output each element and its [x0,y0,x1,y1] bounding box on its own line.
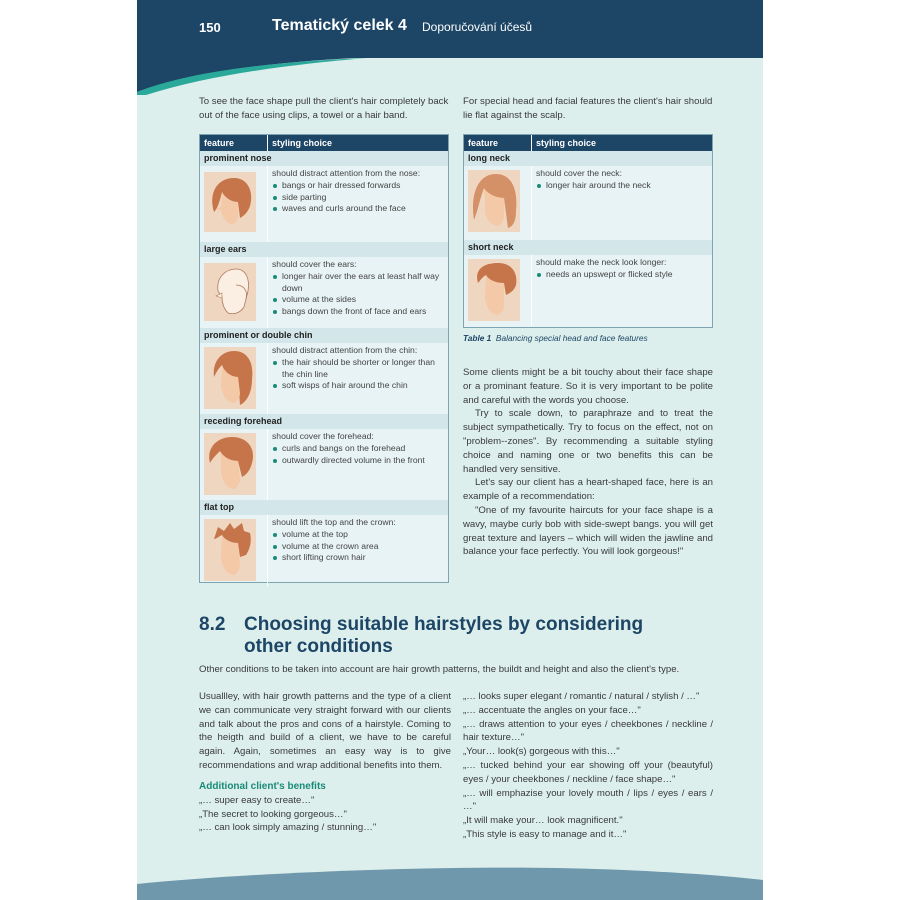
bullet: soft wisps of hair around the chin [272,380,444,392]
quote-line: „… super easy to create…" [199,794,315,806]
bottom-right-column [463,690,713,842]
row-feature: short neck [464,240,712,255]
bullet: outwardly directed volume in the front [272,455,444,467]
page-number: 150 [199,20,221,35]
paragraph: "One of my favourite haircuts for your face shape is a wavy, maybe curly bob with side-swept bangs. you will get great texture and layers – which will widen the jawline and balance your face perfectly. You will look gorgeous!" [463,504,713,558]
quote-line: „… tucked behind your ear showing off your (beautyful) eyes / your cheekbones / neckline / face shape…" [463,759,713,785]
bullet: needs an upswept or flicked style [536,269,708,281]
row-feature: large ears [200,242,448,257]
table-row [200,242,448,328]
bullet: volume at the sides [272,294,444,306]
bullet: bangs or hair dressed forwards [272,180,444,192]
portrait-illustration [204,172,256,232]
col-feature: feature [204,138,235,148]
bullet: the hair should be shorter or longer than the chin line [272,357,444,381]
table-row [200,500,448,586]
table-row [464,151,712,240]
section-title: Choosing suitable hairstyles by considering other conditions [244,614,644,657]
col-styling: styling choice [272,138,333,148]
quote-line: „… will emphazise your lovely mouth / lips / eyes / ears / …" [463,787,713,813]
row-lead: should make the neck look longer: [536,257,667,267]
features-table-left [199,134,449,583]
quote-line: „This style is easy to manage and it…" [463,828,627,840]
quote-line: „… can look simply amazing / stunning…" [199,822,377,834]
table-header [464,135,712,151]
row-lead: should cover the neck: [536,168,622,178]
intro-left: To see the face shape pull the client's hair completely back out of the face using clips, a towel or a hair band. [199,96,449,121]
quote-line: „It will make your… look magnificent." [463,815,623,827]
right-column-text [463,366,713,559]
header-swoosh [137,0,763,95]
footer-wave [137,860,763,900]
bottom-left-column [199,690,451,835]
quote-line: „… accentuate the angles on your face…" [463,704,641,716]
bullet: waves and curls around the face [272,203,444,215]
portrait-illustration [204,263,256,321]
quote-line: „… looks super elegant / romantic / natural / stylish / …" [463,691,700,702]
bullet: volume at the top [272,529,444,541]
row-feature: receding forehead [200,414,448,429]
benefits-subhead: Additional client's benefits [199,780,326,792]
table-row [464,240,712,325]
table-caption [463,333,648,343]
bullet: side parting [272,192,444,204]
caption-label: Table 1 [463,333,492,343]
section-number: 8.2 [199,614,226,635]
bullet: longer hair over the ears at least half way down [272,271,444,295]
unit-title: Tematický celek 4 [272,17,407,34]
bullet: longer hair around the neck [536,180,708,192]
features-table-right [463,134,713,328]
table-row [200,151,448,242]
bullet: volume at the crown area [272,541,444,553]
row-lead: should cover the forehead: [272,431,374,441]
col-feature: feature [468,138,499,148]
paragraph: Some clients might be a bit touchy about their face shape or a prominant feature. So it is very important to be polite and careful with the words you choose. [463,367,713,406]
paragraph: Try to scale down, to paraphraze and to treat the subject sympathetically. Try to focus on the effect, not on "problem--zones". By recommending a suitable styling choice and naming one or two benefits this can be handled very sensitive. [463,408,713,475]
portrait-illustration [468,259,520,321]
section-lead: Other conditions to be taken into account are hair growth patterns, the buildt and height and also the client's type. [199,664,680,675]
row-feature: prominent or double chin [200,328,448,343]
portrait-illustration [204,433,256,495]
paragraph: Let's say our client has a heart-shaped face, here is an example of a recommendation: [463,477,713,503]
paragraph: Usuallley, with hair growth patterns and the type of a client we can communicate very straight forward with our clients and talk about the pros and cons of a hairstyle. Coming to the heigth and build of a client, we have to be careful again. Again, sometimes an easy way is to give recommendations and wrap additional benefits into them. [199,691,451,771]
portrait-illustration [204,519,256,581]
col-styling: styling choice [536,138,597,148]
quote-line: „Your… look(s) gorgeous with this…" [463,746,620,758]
table-header [200,135,448,151]
row-feature: long neck [464,151,712,166]
row-lead: should distract attention from the chin: [272,345,418,355]
portrait-illustration [468,170,520,232]
row-feature: flat top [200,500,448,515]
caption-text: Balancing special head and face features [495,333,648,343]
row-lead: should distract attention from the nose: [272,168,421,178]
quote-line: „… draws attention to your eyes / cheekbones / neckline / hair texture…" [463,718,713,744]
bullet: bangs down the front of face and ears [272,306,444,318]
book-page [137,0,763,900]
table-row [200,328,448,414]
chapter-title: Doporučování účesů [422,20,533,34]
intro-right: For special head and facial features the client's hair should lie flat against the scalp. [463,96,713,121]
row-feature: prominent nose [200,151,448,166]
quote-line: „The secret to looking gorgeous…" [199,808,347,820]
portrait-illustration [204,347,256,409]
table-row [200,414,448,500]
row-lead: should lift the top and the crown: [272,517,396,527]
bullet: curls and bangs on the forehead [272,443,444,455]
bullet: short lifting crown hair [272,552,444,564]
row-lead: should cover the ears: [272,259,357,269]
